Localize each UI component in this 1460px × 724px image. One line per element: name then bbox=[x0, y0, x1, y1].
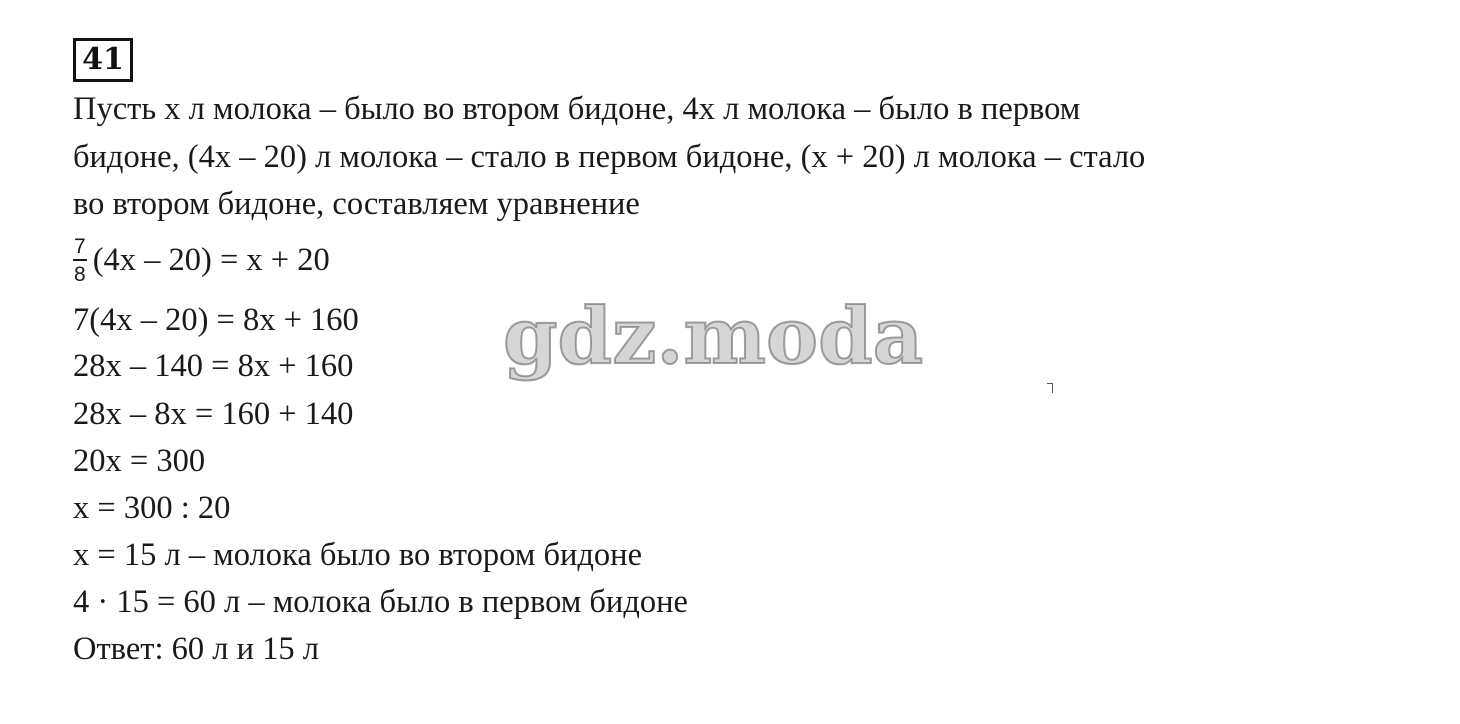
problem-number: 41 bbox=[82, 42, 124, 77]
problem-number-box bbox=[73, 38, 133, 82]
solution-step-2: 28x – 140 = 8x + 160 bbox=[73, 348, 354, 384]
problem-statement: Пусть x л молока – было во втором бидоне, 4x л молока – было в первом бидоне, (4x – 20) л молока – стало в первом бидоне, (x + 20) л молока – стало во втором бидоне, составляем уравнение bbox=[73, 91, 1146, 222]
fraction-numerator: 7 bbox=[73, 236, 87, 261]
solution-step-3: 28x – 8x = 160 + 140 bbox=[73, 396, 354, 432]
solution-step-6: x = 15 л – молока было во втором бидоне bbox=[73, 537, 643, 573]
answer-line: Ответ: 60 л и 15 л bbox=[73, 631, 319, 667]
solution-step-7: 4 · 15 = 60 л – молока было в первом бидоне bbox=[73, 584, 688, 620]
watermark-logo: gdz.moda bbox=[503, 291, 924, 382]
equation-line-fraction bbox=[73, 228, 330, 292]
stray-mark bbox=[1047, 383, 1053, 393]
fraction-denominator: 8 bbox=[74, 262, 86, 286]
solution-step-5: x = 300 : 20 bbox=[73, 490, 231, 526]
solution-step-1: 7(4x – 20) = 8x + 160 bbox=[73, 302, 359, 338]
solution-step-4: 20x = 300 bbox=[73, 443, 206, 479]
fraction bbox=[73, 236, 87, 285]
equation-rest: (4x – 20) = x + 20 bbox=[92, 241, 330, 278]
